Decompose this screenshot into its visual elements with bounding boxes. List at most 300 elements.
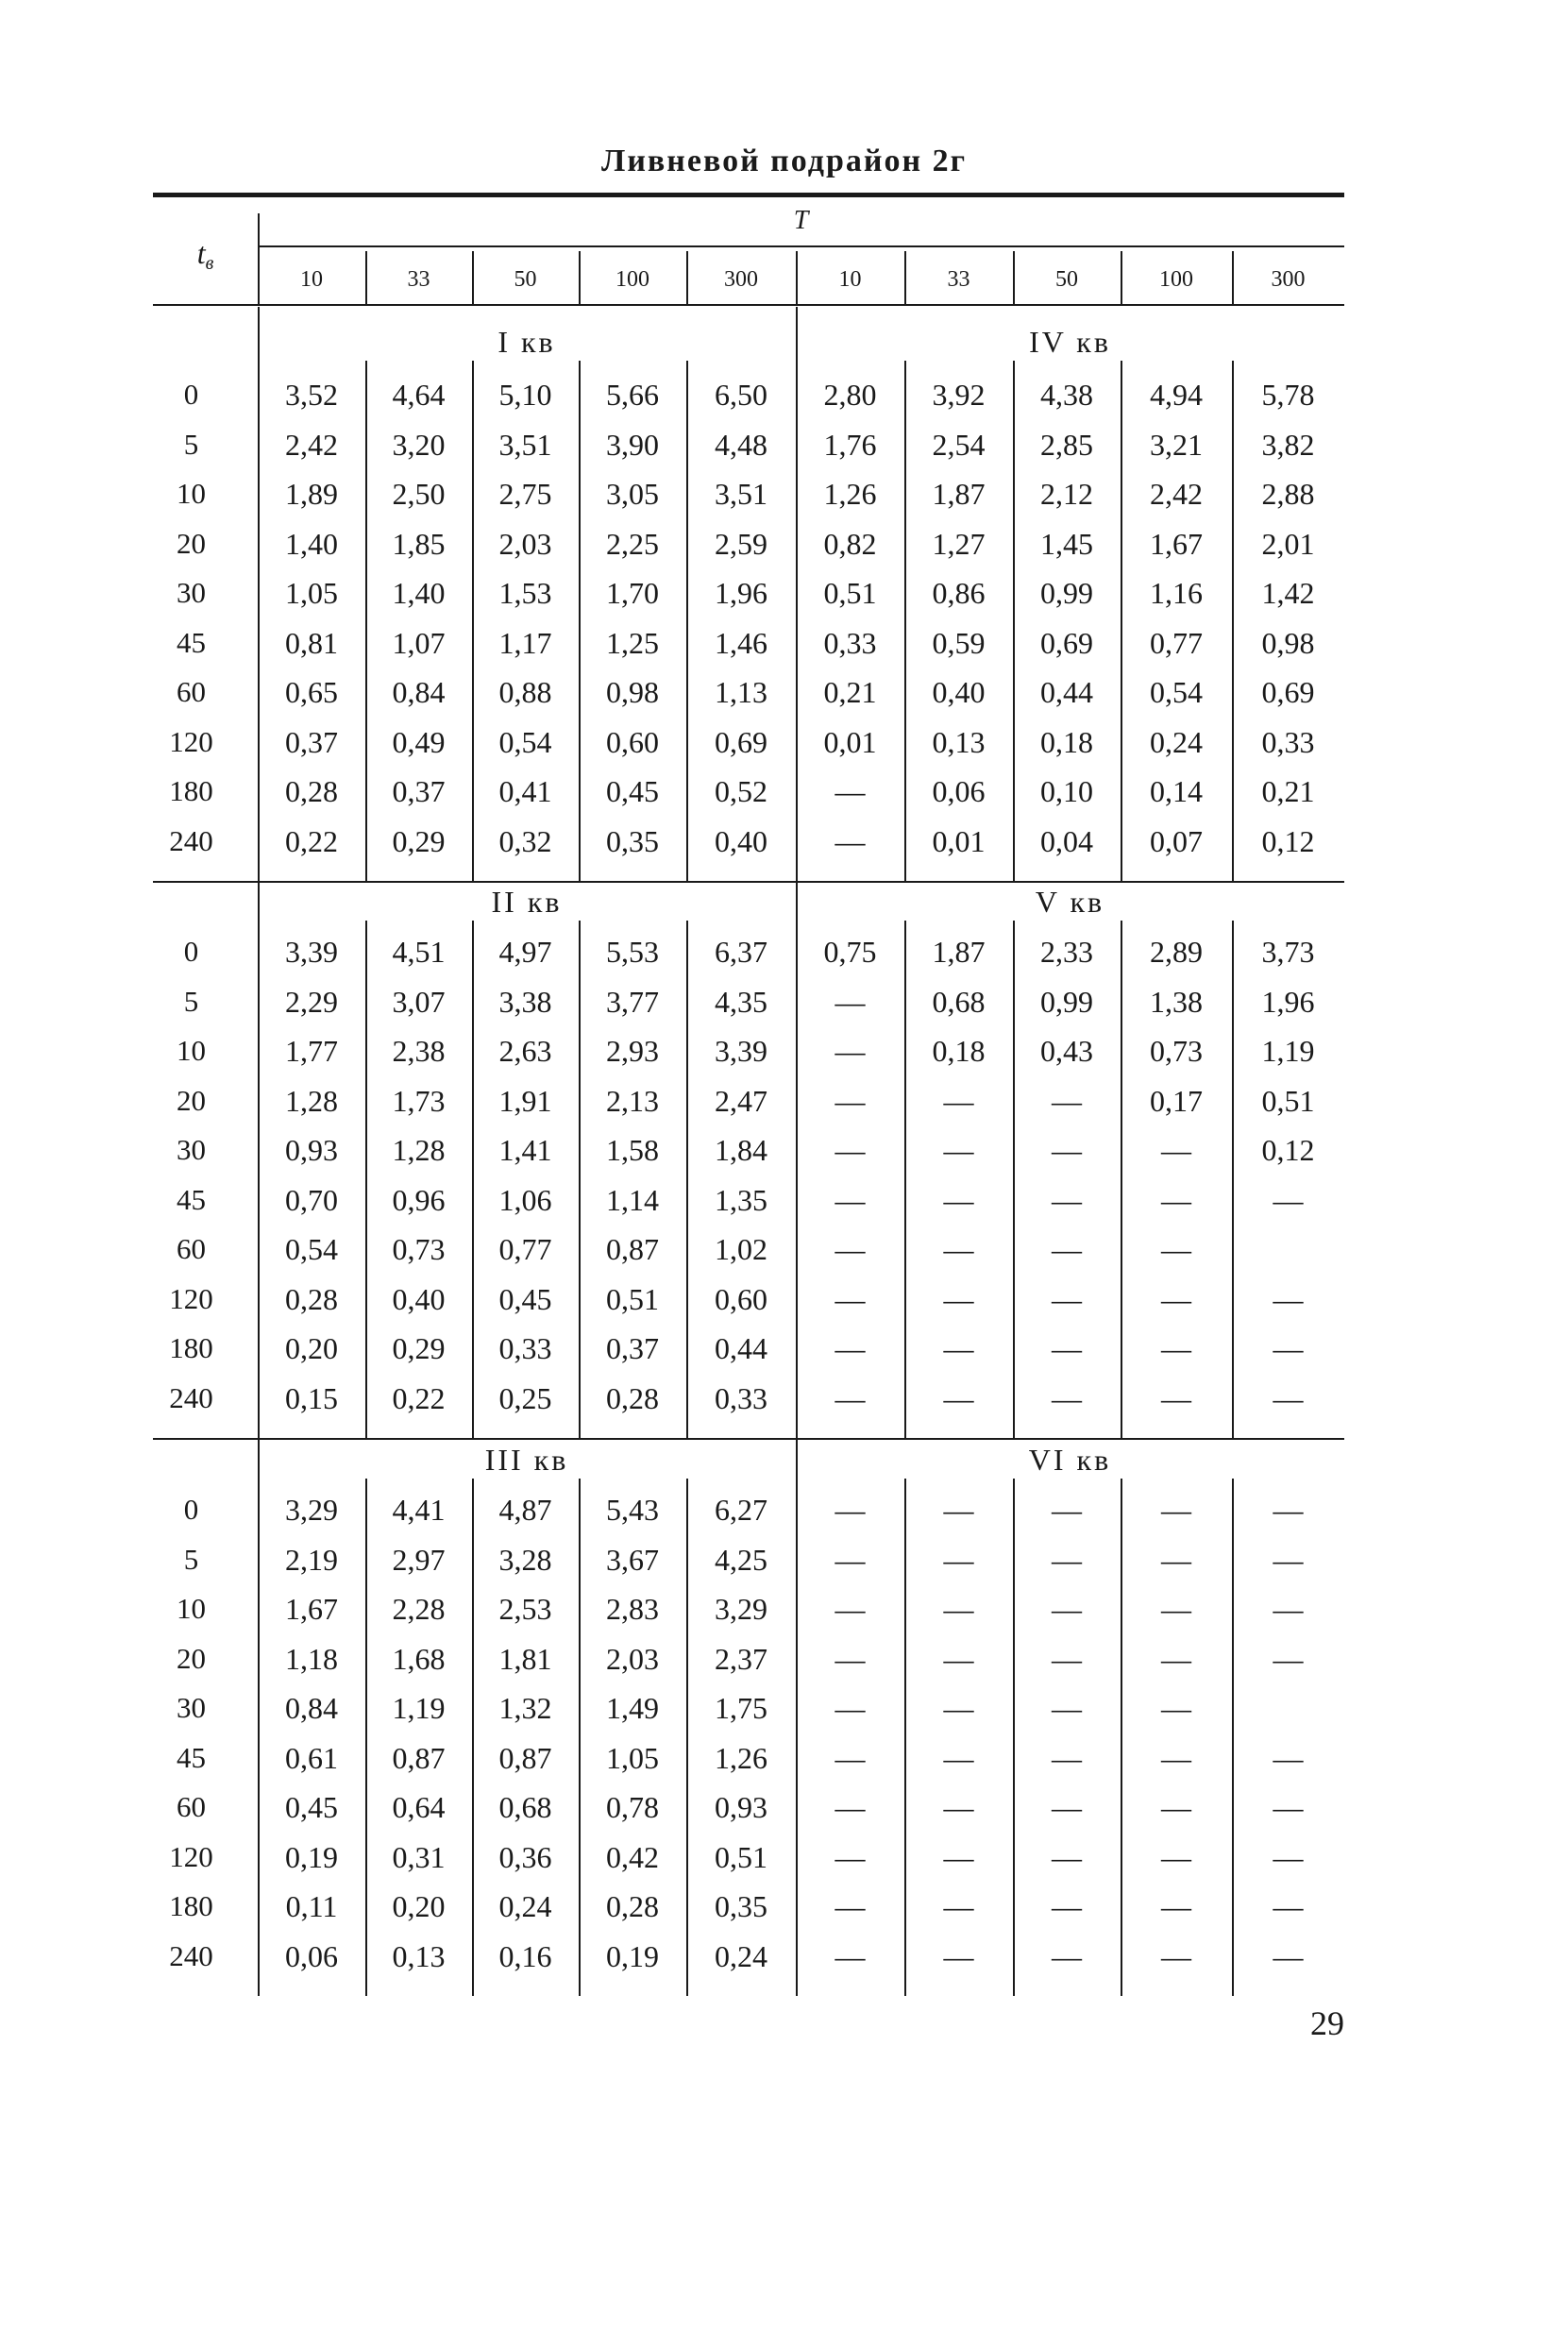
table-cell: 0,16 [498, 1938, 552, 1973]
table-cell: 0,65 [285, 675, 338, 709]
table-cell: 3,38 [498, 984, 552, 1019]
table-cell: 3,67 [606, 1542, 659, 1577]
table-cell: 4,97 [498, 935, 552, 969]
table-cell: 0,20 [285, 1331, 338, 1365]
header-divider [1013, 251, 1015, 304]
table-cell: — [1052, 1592, 1082, 1626]
table-cell: — [1161, 1133, 1191, 1167]
table-cell: — [835, 1182, 866, 1217]
row-label: 10 [177, 477, 206, 510]
table-cell: 3,39 [715, 1034, 767, 1068]
table-cell: — [943, 1281, 974, 1316]
row-header-symbol: t [196, 236, 206, 270]
table-cell: 1,19 [1261, 1034, 1315, 1068]
table-cell: 0,42 [606, 1839, 659, 1874]
table-cell: 0,68 [498, 1790, 552, 1824]
table-cell: 0,01 [932, 823, 986, 858]
table-cell: — [1052, 1889, 1082, 1923]
table-cell: 0,22 [392, 1380, 446, 1415]
table-cell: 0,51 [715, 1839, 767, 1874]
table-cell: 3,90 [606, 427, 659, 462]
table-cell: 0,28 [285, 774, 338, 808]
table-cell: 0,18 [932, 1034, 986, 1068]
table-cell: 0,96 [392, 1182, 446, 1217]
table-cell: 2,85 [1040, 427, 1093, 462]
row-label: 240 [169, 1380, 213, 1414]
table-cell: 0,13 [392, 1938, 446, 1973]
table-cell: 0,99 [1040, 576, 1093, 610]
row-label: 0 [183, 378, 199, 411]
table-cell: — [1273, 1493, 1304, 1527]
table-cell: — [1161, 1331, 1191, 1365]
row-label: 120 [169, 1281, 213, 1315]
table-cell: 1,06 [498, 1182, 552, 1217]
table-cell: 2,63 [498, 1034, 552, 1068]
group-header: T [793, 206, 809, 235]
table-cell: 1,84 [715, 1133, 767, 1167]
header-divider [686, 251, 688, 304]
table-cell: 0,82 [823, 526, 877, 561]
table-cell: 1,27 [932, 526, 986, 561]
table-cell: 1,91 [498, 1083, 552, 1118]
table-cell: 4,38 [1040, 378, 1093, 412]
table-cell: — [1161, 1182, 1191, 1217]
table-cell: 0,44 [1040, 675, 1093, 709]
table-cell: 2,12 [1040, 477, 1093, 511]
table-cell: 0,51 [606, 1281, 659, 1316]
table-cell: 1,76 [823, 427, 877, 462]
table-cell: — [835, 1592, 866, 1626]
period-header: 100 [615, 267, 649, 292]
row-label: 30 [177, 576, 206, 609]
table-cell: 2,42 [285, 427, 338, 462]
table-cell: 1,87 [932, 935, 986, 969]
table-cell: 4,48 [715, 427, 767, 462]
table-cell: 0,01 [823, 724, 877, 759]
table-cell: 0,28 [606, 1889, 659, 1923]
table-cell: 0,28 [606, 1380, 659, 1415]
table-cell: — [1161, 1232, 1191, 1266]
table-cell: 0,41 [498, 774, 552, 808]
table-cell: 0,93 [715, 1790, 767, 1824]
table-cell: — [1161, 1740, 1191, 1775]
table-cell: — [835, 1331, 866, 1365]
table-cell: 0,98 [1261, 625, 1315, 660]
table-cell: 0,06 [932, 774, 986, 808]
table-cell: 1,40 [285, 526, 338, 561]
table-cell: 0,88 [498, 675, 552, 709]
table-cell: — [835, 1380, 866, 1415]
table-cell [1232, 1230, 1344, 1268]
table-cell: — [1273, 1740, 1304, 1775]
table-cell: 0,29 [392, 1331, 446, 1365]
table-cell: 0,22 [285, 823, 338, 858]
table-cell: 1,87 [932, 477, 986, 511]
table-cell: 0,87 [498, 1740, 552, 1775]
table-cell: 0,31 [392, 1839, 446, 1874]
table-cell: 5,10 [498, 378, 552, 412]
table-cell: 3,92 [932, 378, 986, 412]
table-cell: 1,41 [498, 1133, 552, 1167]
table-cell: 0,87 [392, 1740, 446, 1775]
table-cell: 0,15 [285, 1380, 338, 1415]
table-cell: 4,87 [498, 1493, 552, 1527]
table-cell: 0,37 [285, 724, 338, 759]
table-cell: 1,14 [606, 1182, 659, 1217]
table-cell: 0,24 [715, 1938, 767, 1973]
table-cell: 2,97 [392, 1542, 446, 1577]
table-cell: 1,02 [715, 1232, 767, 1266]
table-cell: 0,78 [606, 1790, 659, 1824]
table-cell: — [1273, 1790, 1304, 1824]
table-cell: 1,96 [715, 576, 767, 610]
table-cell: 0,24 [498, 1889, 552, 1923]
table-cell: 3,28 [498, 1542, 552, 1577]
table-cell: 1,85 [392, 526, 446, 561]
table-cell: 0,60 [715, 1281, 767, 1316]
table-cell: 1,26 [715, 1740, 767, 1775]
table-cell: 1,53 [498, 576, 552, 610]
row-label: 180 [169, 774, 213, 807]
table-cell: 3,20 [392, 427, 446, 462]
row-label: 10 [177, 1592, 206, 1625]
header-divider [579, 251, 581, 304]
table-cell: — [1161, 1493, 1191, 1527]
table-cell: — [835, 1740, 866, 1775]
row-header-subscript: в [205, 253, 214, 274]
header-divider [796, 251, 798, 304]
row-label: 30 [177, 1133, 206, 1166]
table-cell: 0,54 [285, 1232, 338, 1266]
table-cell: 1,49 [606, 1691, 659, 1725]
table-cell: 0,33 [823, 625, 877, 660]
row-label: 0 [183, 1493, 199, 1526]
table-cell: 0,69 [715, 724, 767, 759]
table-cell: — [835, 1790, 866, 1824]
table-cell: — [1273, 1592, 1304, 1626]
table-cell: 1,05 [606, 1740, 659, 1775]
header-divider [472, 251, 474, 304]
table-cell: 2,37 [715, 1641, 767, 1676]
row-label: 60 [177, 1790, 206, 1823]
table-cell: — [1161, 1938, 1191, 1973]
period-header: 33 [407, 267, 430, 292]
table-cell: — [1161, 1889, 1191, 1923]
table-cell: 1,73 [392, 1083, 446, 1118]
table-cell: 0,11 [285, 1889, 338, 1923]
table-cell: 5,43 [606, 1493, 659, 1527]
table-cell: 2,54 [932, 427, 986, 462]
table-cell: 1,05 [285, 576, 338, 610]
table-cell: — [1273, 1281, 1304, 1316]
header-divider [1232, 251, 1234, 304]
table-cell: 0,73 [1150, 1034, 1203, 1068]
table-cell: 0,49 [392, 724, 446, 759]
table-cell: — [943, 1380, 974, 1415]
table-cell: 0,77 [1150, 625, 1203, 660]
row-label: 120 [169, 724, 213, 758]
table-cell: 0,87 [606, 1232, 659, 1266]
table-cell: — [835, 1889, 866, 1923]
table-cell: 0,20 [392, 1889, 446, 1923]
top-rule [153, 193, 1344, 197]
row-label: 45 [177, 1740, 206, 1774]
row-label: 180 [169, 1331, 213, 1364]
table-cell: 0,33 [715, 1380, 767, 1415]
table-cell: 5,66 [606, 378, 659, 412]
table-cell: 1,28 [392, 1133, 446, 1167]
table-cell: — [1273, 1889, 1304, 1923]
table-cell: — [835, 1938, 866, 1973]
header-divider [904, 251, 906, 304]
table-cell: 3,29 [285, 1493, 338, 1527]
table-cell: 4,41 [392, 1493, 446, 1527]
page-title: Ливневой подрайон 2г [600, 144, 968, 178]
table-cell: — [1273, 1331, 1304, 1365]
table-cell: 0,84 [392, 675, 446, 709]
table-cell: — [943, 1493, 974, 1527]
table-cell: 0,44 [715, 1331, 767, 1365]
table-cell: 5,78 [1261, 378, 1315, 412]
table-cell: — [943, 1889, 974, 1923]
table-cell: 0,28 [285, 1281, 338, 1316]
table-cell: — [943, 1740, 974, 1775]
table-cell: — [1273, 1938, 1304, 1973]
table-cell: — [1052, 1083, 1082, 1118]
table-cell: — [943, 1182, 974, 1217]
table-cell: 0,35 [606, 823, 659, 858]
table-cell: 0,69 [1040, 625, 1093, 660]
table-cell: 2,47 [715, 1083, 767, 1118]
table-cell: — [835, 1133, 866, 1167]
block-rule [153, 1438, 1344, 1440]
row-label: 5 [183, 427, 199, 461]
table-cell: 2,89 [1150, 935, 1203, 969]
table-cell: 2,33 [1040, 935, 1093, 969]
table-cell: — [1052, 1133, 1082, 1167]
row-label: 45 [177, 1182, 206, 1216]
table-cell: 4,94 [1150, 378, 1203, 412]
table-cell: 1,38 [1150, 984, 1203, 1019]
table-cell: 1,58 [606, 1133, 659, 1167]
period-header: 10 [838, 267, 862, 292]
table-cell: — [1052, 1641, 1082, 1676]
table-cell: — [835, 1281, 866, 1316]
quarter-label: II кв [491, 885, 563, 919]
table-cell: 0,14 [1150, 774, 1203, 808]
table-cell: — [835, 774, 866, 808]
table-cell: — [835, 1839, 866, 1874]
table-cell: 0,70 [285, 1182, 338, 1217]
group-header-rule [258, 245, 1344, 247]
table-cell: 2,38 [392, 1034, 446, 1068]
table-cell: — [1052, 1839, 1082, 1874]
period-header: 50 [1055, 267, 1078, 292]
row-label: 180 [169, 1889, 213, 1922]
period-header: 33 [947, 267, 970, 292]
table-cell: — [1273, 1641, 1304, 1676]
row-label: 240 [169, 823, 213, 857]
table-cell: 1,67 [1150, 526, 1203, 561]
table-cell: 0,25 [498, 1380, 552, 1415]
table-cell: 6,37 [715, 935, 767, 969]
table-cell: 0,18 [1040, 724, 1093, 759]
table-cell: — [1273, 1182, 1304, 1217]
table-cell: 3,82 [1261, 427, 1315, 462]
table-cell: 0,45 [606, 774, 659, 808]
table-cell: 0,36 [498, 1839, 552, 1874]
table-cell: 0,68 [932, 984, 986, 1019]
table-cell: 1,13 [715, 675, 767, 709]
table-cell: 2,42 [1150, 477, 1203, 511]
table-cell: — [835, 1493, 866, 1527]
table-cell: — [1273, 1380, 1304, 1415]
table-cell: 2,25 [606, 526, 659, 561]
table-cell: 2,29 [285, 984, 338, 1019]
table-cell: 0,19 [606, 1938, 659, 1973]
table-cell: 0,17 [1150, 1083, 1203, 1118]
table-cell: 3,73 [1261, 935, 1315, 969]
table-cell: 0,33 [1261, 724, 1315, 759]
header-rule [153, 304, 1344, 306]
table-cell: 0,40 [932, 675, 986, 709]
table-cell: 3,21 [1150, 427, 1203, 462]
table-cell: — [1052, 1232, 1082, 1266]
table-cell: — [1052, 1938, 1082, 1973]
table-cell: 1,89 [285, 477, 338, 511]
table-cell: — [835, 1232, 866, 1266]
table-cell: 0,75 [823, 935, 877, 969]
table-cell: 0,54 [498, 724, 552, 759]
row-label: 20 [177, 526, 206, 560]
table-cell: 2,53 [498, 1592, 552, 1626]
table-cell: 1,26 [823, 477, 877, 511]
table-cell: 5,53 [606, 935, 659, 969]
table-cell: 2,13 [606, 1083, 659, 1118]
table-cell: — [835, 1083, 866, 1118]
table-cell: 0,86 [932, 576, 986, 610]
table-cell: 0,84 [285, 1691, 338, 1725]
table-cell: 0,52 [715, 774, 767, 808]
table-cell: 0,69 [1261, 675, 1315, 709]
table-cell: 1,35 [715, 1182, 767, 1217]
table-cell: — [835, 1641, 866, 1676]
table-cell: 2,19 [285, 1542, 338, 1577]
table-cell: — [835, 1691, 866, 1725]
table-cell: 4,64 [392, 378, 446, 412]
table-cell: — [943, 1691, 974, 1725]
table-cell: 0,24 [1150, 724, 1203, 759]
table-cell: — [943, 1641, 974, 1676]
table-cell: — [943, 1790, 974, 1824]
table-cell: — [1161, 1790, 1191, 1824]
table-cell: 3,07 [392, 984, 446, 1019]
table-cell: 1,16 [1150, 576, 1203, 610]
table-cell: 0,33 [498, 1331, 552, 1365]
row-label: 60 [177, 1232, 206, 1265]
table-cell: 1,96 [1261, 984, 1315, 1019]
table-cell: — [835, 984, 866, 1019]
table-cell: — [1161, 1641, 1191, 1676]
table-cell: 3,77 [606, 984, 659, 1019]
table-cell: — [1161, 1592, 1191, 1626]
table-cell: — [1052, 1380, 1082, 1415]
table-cell: 0,35 [715, 1889, 767, 1923]
table-cell: 0,40 [392, 1281, 446, 1316]
table-cell: 0,60 [606, 724, 659, 759]
table-cell: 0,10 [1040, 774, 1093, 808]
table-cell: 1,45 [1040, 526, 1093, 561]
table-cell: 4,25 [715, 1542, 767, 1577]
row-label: 5 [183, 984, 199, 1018]
table-cell: 0,51 [1261, 1083, 1315, 1118]
table-cell: 4,51 [392, 935, 446, 969]
table-cell: — [943, 1133, 974, 1167]
row-label: 20 [177, 1641, 206, 1675]
table-cell: 0,45 [285, 1790, 338, 1824]
row-label: 5 [183, 1542, 199, 1576]
quarter-label: VI кв [1028, 1443, 1112, 1477]
table-cell: — [943, 1938, 974, 1973]
table-cell: — [835, 1034, 866, 1068]
row-label: 30 [177, 1691, 206, 1724]
table-cell: 1,68 [392, 1641, 446, 1676]
table-cell: — [943, 1542, 974, 1577]
table-cell: 1,17 [498, 625, 552, 660]
table-cell: 2,03 [498, 526, 552, 561]
table-cell: 0,06 [285, 1938, 338, 1973]
table-cell: 3,52 [285, 378, 338, 412]
table-cell: 0,21 [1261, 774, 1315, 808]
table-cell: 0,12 [1261, 1133, 1315, 1167]
table-cell: — [1273, 1542, 1304, 1577]
table-cell: 0,93 [285, 1133, 338, 1167]
table-cell: — [1052, 1790, 1082, 1824]
table-cell: 0,81 [285, 625, 338, 660]
table-cell: — [1161, 1691, 1191, 1725]
table-cell: — [1052, 1493, 1082, 1527]
table-cell: — [835, 823, 866, 858]
row-header [153, 234, 258, 272]
table-cell: 0,13 [932, 724, 986, 759]
row-label: 45 [177, 625, 206, 659]
row-label: 20 [177, 1083, 206, 1117]
table-cell: — [1052, 1331, 1082, 1365]
table-cell: — [1052, 1182, 1082, 1217]
quarter-label: IV кв [1029, 325, 1111, 359]
header-divider [365, 251, 367, 304]
table-cell: — [1052, 1691, 1082, 1725]
row-label: 0 [183, 935, 199, 968]
table-cell: — [1052, 1740, 1082, 1775]
table-cell: 0,37 [392, 774, 446, 808]
period-header: 50 [514, 267, 537, 292]
table-cell: 0,54 [1150, 675, 1203, 709]
table-cell: — [943, 1232, 974, 1266]
table-cell: 2,28 [392, 1592, 446, 1626]
table-cell: 3,51 [498, 427, 552, 462]
table-cell: 1,18 [285, 1641, 338, 1676]
table-cell: — [1161, 1839, 1191, 1874]
table-cell: 2,80 [823, 378, 877, 412]
row-label: 60 [177, 675, 206, 708]
table-cell: 2,59 [715, 526, 767, 561]
table-cell: — [1052, 1542, 1082, 1577]
period-header: 100 [1159, 267, 1193, 292]
table-cell: 0,19 [285, 1839, 338, 1874]
table-cell: 2,75 [498, 477, 552, 511]
table-cell: 2,03 [606, 1641, 659, 1676]
